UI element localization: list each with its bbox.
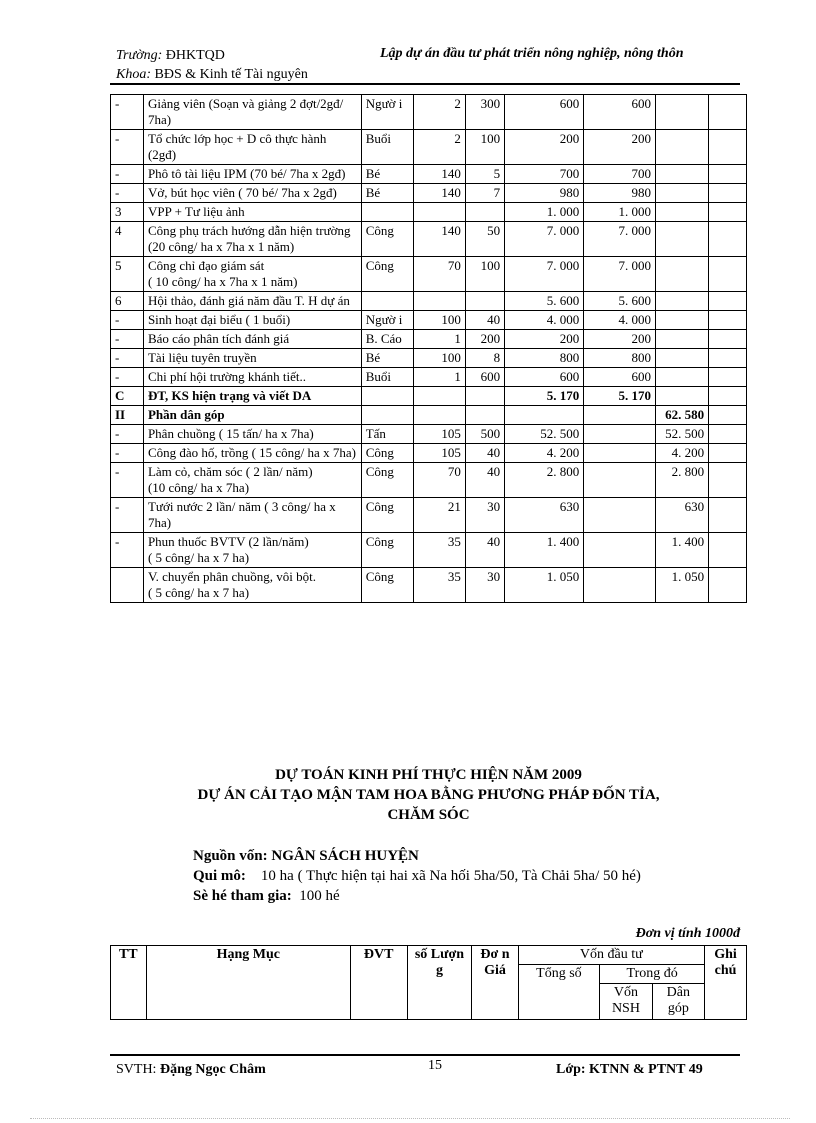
cell-unit: [361, 406, 413, 425]
table-row: [111, 292, 747, 311]
student-name: Đặng Ngọc Châm: [159, 1062, 266, 1077]
col-contribution: Dân góp: [652, 984, 704, 1020]
cell-qty: [413, 387, 465, 406]
cell-dan: [655, 203, 708, 222]
col-dvt: ĐVT: [350, 946, 407, 1020]
cell-dan: [655, 311, 708, 330]
cell-total: 1. 050: [505, 568, 584, 603]
budget-table-continued: [110, 94, 747, 603]
cell-dan: [655, 165, 708, 184]
cell-total: 200: [505, 130, 584, 165]
cell-qty: [413, 203, 465, 222]
cell-note: [709, 444, 747, 463]
cell-tt: 3: [111, 203, 144, 222]
cell-tt: C: [111, 387, 144, 406]
cell-price: 5: [465, 165, 504, 184]
cell-note: [709, 368, 747, 387]
cell-unit: Công: [361, 568, 413, 603]
cell-unit: Buổi: [361, 368, 413, 387]
cell-dan: 1. 400: [655, 533, 708, 568]
cell-dan: [655, 222, 708, 257]
cell-dan: 2. 800: [655, 463, 708, 498]
cell-nsh: 600: [584, 95, 656, 130]
cell-price: 40: [465, 533, 504, 568]
student-label: SVTH:: [116, 1062, 157, 1077]
header-divider: [110, 83, 740, 85]
page-number: 15: [428, 1058, 442, 1073]
cell-qty: 70: [413, 463, 465, 498]
cell-total: 1. 400: [505, 533, 584, 568]
table-row: [111, 95, 747, 130]
cell-note: [709, 349, 747, 368]
cell-note: [709, 498, 747, 533]
cell-dan: [655, 95, 708, 130]
cell-unit: Bé: [361, 184, 413, 203]
cell-item: Công phụ trách hướng dẫn hiện trường (20 công/ ha x 7ha x 1 năm): [143, 222, 361, 257]
table-row: [111, 498, 747, 533]
cell-total: 4. 200: [505, 444, 584, 463]
cell-nsh: 200: [584, 330, 656, 349]
cell-item: ĐT, KS hiện trạng và viết DA: [143, 387, 361, 406]
cell-total: 4. 000: [505, 311, 584, 330]
cell-unit: Bé: [361, 349, 413, 368]
cell-total: 5. 600: [505, 292, 584, 311]
footer-student: [116, 1062, 266, 1078]
cell-dan: [655, 130, 708, 165]
cell-tt: 4: [111, 222, 144, 257]
cell-nsh: 700: [584, 165, 656, 184]
cell-price: 50: [465, 222, 504, 257]
cell-total: 7. 000: [505, 222, 584, 257]
cell-item: Tài liệu tuyên truyền: [143, 349, 361, 368]
cell-price: 100: [465, 257, 504, 292]
cell-item: Giảng viên (Soạn và giảng 2 đợt/2gđ/ 7ha): [143, 95, 361, 130]
cell-unit: Công: [361, 257, 413, 292]
header-left: [116, 46, 308, 84]
cell-unit: Công: [361, 444, 413, 463]
cell-item: Tổ chức lớp học + D cô thực hành (2gđ): [143, 130, 361, 165]
cell-total: 600: [505, 368, 584, 387]
table-row: [111, 463, 747, 498]
budget-table-header: [110, 945, 747, 1020]
cell-note: [709, 568, 747, 603]
cell-tt: [111, 568, 144, 603]
funding-source-value: NGÂN SÁCH HUYỆN: [271, 848, 419, 864]
cell-nsh: 200: [584, 130, 656, 165]
cell-nsh: [584, 444, 656, 463]
cell-nsh: [584, 533, 656, 568]
cell-unit: Tấn: [361, 425, 413, 444]
footer-class: Lớp: KTNN & PTNT 49: [556, 1062, 703, 1077]
cell-item: VPP + Tư liệu ảnh: [143, 203, 361, 222]
cell-nsh: [584, 463, 656, 498]
cell-tt: II: [111, 406, 144, 425]
cell-total: [505, 406, 584, 425]
cell-price: 40: [465, 311, 504, 330]
cell-dan: 1. 050: [655, 568, 708, 603]
cell-dan: [655, 368, 708, 387]
table-row: [111, 444, 747, 463]
cell-item: Công đào hố, trồng ( 15 công/ ha x 7ha): [143, 444, 361, 463]
cell-qty: 35: [413, 533, 465, 568]
cell-item: Tưới nước 2 lần/ năm ( 3 công/ ha x 7ha): [143, 498, 361, 533]
cell-qty: [413, 292, 465, 311]
cell-unit: [361, 292, 413, 311]
cell-qty: 2: [413, 95, 465, 130]
table-row: [111, 406, 747, 425]
cell-price: 7: [465, 184, 504, 203]
cell-nsh: 5. 170: [584, 387, 656, 406]
cell-item: Hội thảo, đánh giá năm đầu T. H dự án: [143, 292, 361, 311]
table-row: [111, 165, 747, 184]
cell-note: [709, 222, 747, 257]
cell-dan: 630: [655, 498, 708, 533]
table-row: [111, 349, 747, 368]
cell-nsh: 980: [584, 184, 656, 203]
school-label: Trường:: [116, 48, 163, 63]
table-row: [111, 222, 747, 257]
cell-note: [709, 203, 747, 222]
cell-item: Báo cáo phân tích đánh giá: [143, 330, 361, 349]
cell-item: Chi phí hội trường khánh tiết..: [143, 368, 361, 387]
households-label: Sè hé tham gia:: [193, 888, 292, 904]
cell-price: 30: [465, 568, 504, 603]
cell-note: [709, 463, 747, 498]
cell-unit: Bé: [361, 165, 413, 184]
cell-item: Làm cỏ, chăm sóc ( 2 lần/ năm) (10 công/ ha x 7ha): [143, 463, 361, 498]
cell-price: [465, 203, 504, 222]
cell-tt: -: [111, 184, 144, 203]
cell-qty: 35: [413, 568, 465, 603]
funding-source-label: Nguồn vốn:: [193, 848, 268, 864]
cell-tt: 6: [111, 292, 144, 311]
cell-nsh: 5. 600: [584, 292, 656, 311]
cell-note: [709, 165, 747, 184]
cell-qty: 70: [413, 257, 465, 292]
table-row: [111, 330, 747, 349]
cell-unit: B. Cáo: [361, 330, 413, 349]
unit-note: Đơn vị tính 1000đ: [635, 926, 740, 941]
cell-total: 1. 000: [505, 203, 584, 222]
cell-price: 30: [465, 498, 504, 533]
cell-nsh: [584, 406, 656, 425]
cell-note: [709, 406, 747, 425]
cell-qty: [413, 406, 465, 425]
cell-price: 8: [465, 349, 504, 368]
cell-qty: 140: [413, 165, 465, 184]
col-of-which: Trong đó: [600, 965, 705, 984]
cell-unit: Công: [361, 463, 413, 498]
cell-unit: [361, 203, 413, 222]
cell-item: V. chuyển phân chuồng, vôi bột. ( 5 công/ ha x 7 ha): [143, 568, 361, 603]
cell-item: Phân chuồng ( 15 tấn/ ha x 7ha): [143, 425, 361, 444]
cell-price: 40: [465, 444, 504, 463]
cell-nsh: 800: [584, 349, 656, 368]
cell-nsh: [584, 568, 656, 603]
table-row: [111, 203, 747, 222]
col-nsh: Vốn NSH: [600, 984, 652, 1020]
document-title: Lập dự án đầu tư phát triển nông nghiệp, nông thôn: [380, 46, 684, 61]
cell-tt: -: [111, 130, 144, 165]
households-value: 100 hé: [299, 888, 340, 904]
col-price: Đơ n Giá: [472, 946, 518, 1020]
faculty-label: Khoa:: [116, 67, 151, 82]
cell-tt: -: [111, 95, 144, 130]
cell-nsh: 1. 000: [584, 203, 656, 222]
cell-nsh: 7. 000: [584, 222, 656, 257]
cell-note: [709, 184, 747, 203]
cell-unit: Ngườ i: [361, 311, 413, 330]
cell-total: 700: [505, 165, 584, 184]
table-row: [111, 184, 747, 203]
cell-qty: 2: [413, 130, 465, 165]
cell-price: 40: [465, 463, 504, 498]
cell-price: [465, 387, 504, 406]
cell-tt: -: [111, 368, 144, 387]
cell-tt: -: [111, 311, 144, 330]
cell-nsh: 600: [584, 368, 656, 387]
cell-note: [709, 95, 747, 130]
cell-tt: -: [111, 165, 144, 184]
scale-label: Qui mô:: [193, 868, 246, 884]
cell-item: Vở, bút học viên ( 70 bé/ 7ha x 2gđ): [143, 184, 361, 203]
cell-qty: 100: [413, 349, 465, 368]
cell-price: 300: [465, 95, 504, 130]
cell-nsh: [584, 425, 656, 444]
cell-total: 800: [505, 349, 584, 368]
col-item: Hạng Mục: [146, 946, 350, 1020]
cell-note: [709, 292, 747, 311]
cell-note: [709, 311, 747, 330]
cell-tt: -: [111, 444, 144, 463]
cell-total: 52. 500: [505, 425, 584, 444]
cell-tt: -: [111, 349, 144, 368]
cell-qty: 100: [413, 311, 465, 330]
cell-unit: Công: [361, 498, 413, 533]
cell-price: [465, 406, 504, 425]
cell-qty: 21: [413, 498, 465, 533]
cell-note: [709, 257, 747, 292]
cell-tt: -: [111, 330, 144, 349]
cell-total: 980: [505, 184, 584, 203]
cell-item: Sinh hoạt đại biểu ( 1 buổi): [143, 311, 361, 330]
footer-divider: [110, 1054, 740, 1056]
cell-dan: [655, 257, 708, 292]
cell-dan: [655, 387, 708, 406]
cell-note: [709, 330, 747, 349]
school-name: ĐHKTQD: [165, 48, 225, 63]
funding-source: [193, 846, 419, 866]
cell-dan: [655, 349, 708, 368]
cell-tt: -: [111, 425, 144, 444]
cell-item: Phô tô tài liệu IPM (70 bé/ 7ha x 2gđ): [143, 165, 361, 184]
col-tt: TT: [111, 946, 147, 1020]
table-row: [111, 257, 747, 292]
cell-nsh: [584, 498, 656, 533]
cell-qty: 1: [413, 368, 465, 387]
cell-note: [709, 130, 747, 165]
cell-total: 600: [505, 95, 584, 130]
cell-note: [709, 387, 747, 406]
cell-nsh: 4. 000: [584, 311, 656, 330]
col-qty: số Lượn g: [407, 946, 472, 1020]
cell-qty: 140: [413, 222, 465, 257]
cell-unit: [361, 387, 413, 406]
section-title-1: DỰ TOÁN KINH PHÍ THỰC HIỆN NĂM 2009: [275, 767, 582, 783]
cell-note: [709, 425, 747, 444]
section-title-2: DỰ ÁN CẢI TẠO MẬN TAM HOA BẰNG PHƯƠNG PHÁP ĐỐN TỈA,: [197, 787, 660, 803]
page-edge: [30, 1118, 790, 1119]
project-scale: [193, 866, 641, 886]
scale-value: 10 ha ( Thực hiện tại hai xã Na hối 5ha/50, Tà Chải 5ha/ 50 hé): [260, 868, 641, 884]
cell-qty: 105: [413, 425, 465, 444]
section-title-3: CHĂM SÓC: [387, 807, 470, 823]
faculty-name: BĐS & Kinh tế Tài nguyên: [154, 67, 308, 82]
cell-tt: -: [111, 533, 144, 568]
table-row: [111, 368, 747, 387]
col-investment: Vốn đầu tư: [518, 946, 704, 965]
cell-total: 200: [505, 330, 584, 349]
cell-dan: [655, 292, 708, 311]
cell-unit: Ngườ i: [361, 95, 413, 130]
cell-unit: Công: [361, 222, 413, 257]
col-total: Tổng số: [518, 965, 600, 1020]
cell-nsh: 7. 000: [584, 257, 656, 292]
cell-dan: 4. 200: [655, 444, 708, 463]
cell-tt: 5: [111, 257, 144, 292]
cell-price: 500: [465, 425, 504, 444]
cell-total: 5. 170: [505, 387, 584, 406]
cell-price: [465, 292, 504, 311]
cell-unit: Công: [361, 533, 413, 568]
table-row: [111, 533, 747, 568]
cell-note: [709, 533, 747, 568]
cell-total: 630: [505, 498, 584, 533]
cell-total: 2. 800: [505, 463, 584, 498]
cell-price: 100: [465, 130, 504, 165]
cell-tt: -: [111, 498, 144, 533]
table-row: [111, 311, 747, 330]
cell-item: Phần dân góp: [143, 406, 361, 425]
households: [193, 886, 340, 906]
cell-qty: 140: [413, 184, 465, 203]
cell-price: 200: [465, 330, 504, 349]
col-note: Ghi chú: [705, 946, 747, 1020]
cell-unit: Buổi: [361, 130, 413, 165]
table-row: [111, 130, 747, 165]
cell-qty: 105: [413, 444, 465, 463]
cell-dan: 62. 580: [655, 406, 708, 425]
table-row: [111, 387, 747, 406]
cell-tt: -: [111, 463, 144, 498]
cell-dan: [655, 184, 708, 203]
cell-item: Công chỉ đạo giám sát ( 10 công/ ha x 7ha x 1 năm): [143, 257, 361, 292]
cell-dan: [655, 330, 708, 349]
table-row: [111, 425, 747, 444]
cell-qty: 1: [413, 330, 465, 349]
cell-dan: 52. 500: [655, 425, 708, 444]
cell-item: Phun thuốc BVTV (2 lần/năm) ( 5 công/ ha x 7 ha): [143, 533, 361, 568]
cell-total: 7. 000: [505, 257, 584, 292]
cell-price: 600: [465, 368, 504, 387]
table-row: [111, 568, 747, 603]
